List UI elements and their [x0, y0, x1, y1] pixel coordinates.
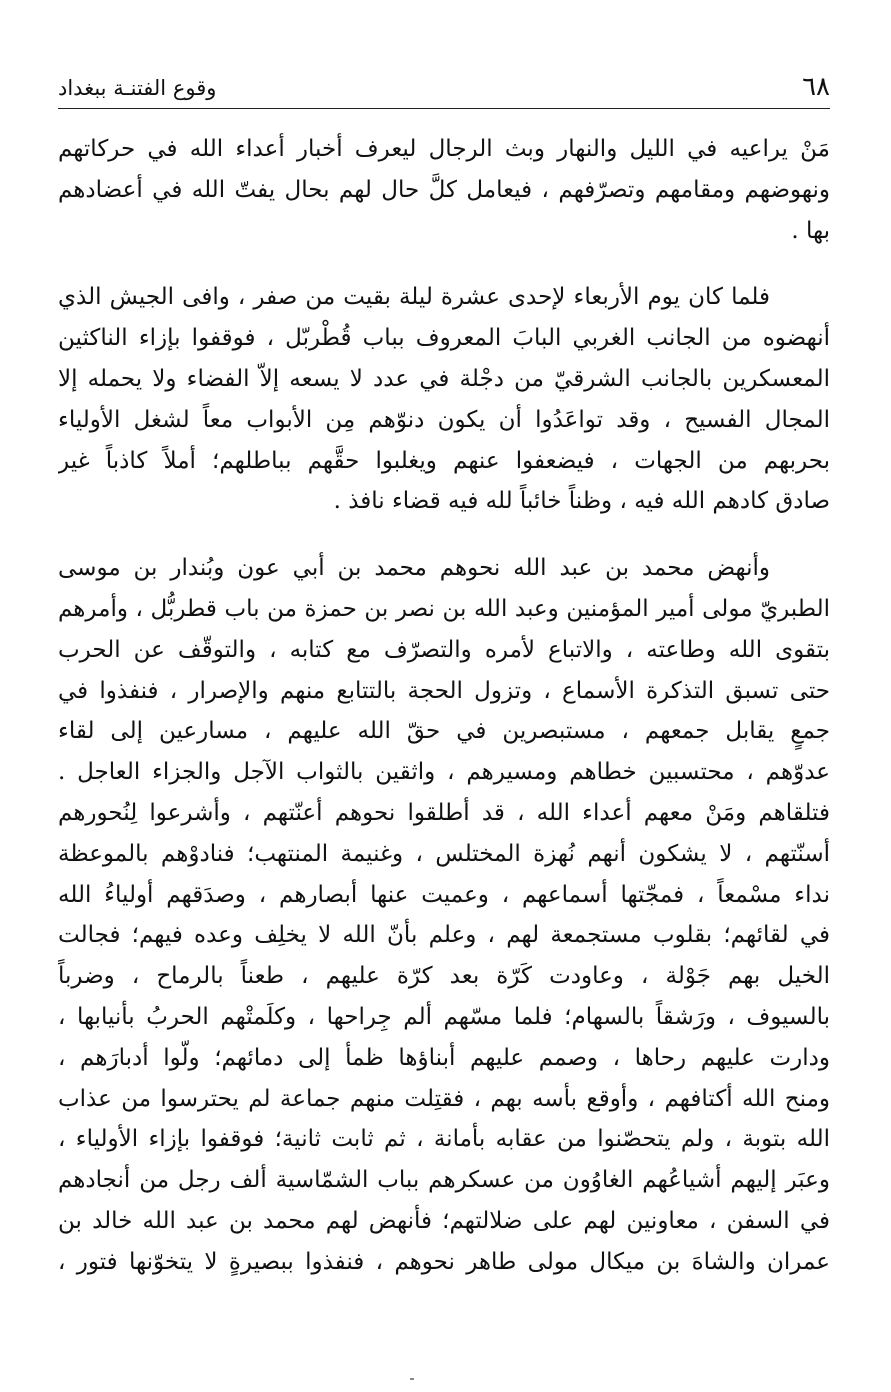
text-line: جمعٍ يقابل جمعهم ، مستبصرين في حقّ الله عليهم ، مسارعين إلى لقاء: [58, 718, 830, 745]
body-text: [58, 129, 830, 1283]
text-line: ودارت عليهم رحاها ، وصمم عليهم أبناؤها ظمأ إلى دمائهم؛ ولّوا أدبارَهم ،: [58, 1044, 830, 1071]
paragraph: [58, 548, 830, 1282]
text-line: بحربهم من الجهات ، فيضعفوا عنهم ويغلبوا حقَّهم بباطلهم؛ أملاً كاذباً غير: [58, 447, 830, 474]
text-line: فلما كان يوم الأربعاء لإحدى عشرة ليلة بقيت من صفر ، وافى الجيش الذي: [58, 284, 770, 311]
text-line: نداء مسْمعاً ، فمجّتها أسماعهم ، وعميت عنها أبصارهم ، وصدَقهم أولياءُ الله: [58, 881, 830, 908]
text-line: بها .: [791, 217, 830, 244]
text-line: وأنهض محمد بن عبد الله نحوهم محمد بن أبي عون وبُندار بن موسى: [58, 555, 770, 582]
text-line: في السفن ، معاونين لهم على ضلالتهم؛ فأنهض لهم محمد بن عبد الله خالد بن: [58, 1207, 830, 1234]
book-page: [58, 68, 830, 1328]
text-line: المعسكرين بالجانب الشرقيّ من دجْلة في عدد لا يسعه إلاّ الفضاء ولا يحمله إلا: [58, 365, 830, 392]
text-line: صادق كادهم الله فيه ، وظناً خائباً لله فيه قضاء نافذ .: [333, 488, 830, 515]
text-line: فتلقاهم ومَنْ معهم أعداء الله ، قد أطلقوا نحوهم أعنّتهم ، وأشرعوا لِنُحورهم: [58, 799, 830, 826]
running-title: وقوع الفتنـة ببغداد: [58, 76, 217, 100]
page-number: ٦٨: [802, 72, 830, 102]
text-line: الخيل بهم جَوْلة ، وعاودت كَرّة بعد كرّة عليهم ، طعناً بالرماح ، وضرباً: [58, 963, 830, 990]
text-line: حتى تسبق التذكرة الأسماع ، وتزول الحجة بالتتابع منهم والإصرار ، فنفذوا في: [58, 677, 830, 704]
text-line: أنهضوه من الجانب الغربي البابَ المعروف بباب قُطْربّل ، فوقفوا بإزاء الناكثين: [58, 325, 830, 352]
text-line: بالسيوف ، ورَشقاً بالسهام؛ فلما مسّهم ألم جِراحها ، وكلَمتْهم الحربُ بأنيابها ،: [58, 1003, 830, 1030]
page-speck: [410, 1378, 414, 1380]
text-line: في لقائهم؛ بقلوب مستجمعة لهم ، وعلم بأنّ الله لا يخلِف وعده فيهم؛ فجالت: [58, 922, 830, 949]
text-line: المجال الفسيح ، وقد تواعَدُوا أن يكون دنوّهم مِن الأبواب معاً لشغل الأولياء: [58, 406, 830, 433]
text-line: عمران والشاهَ بن ميكال مولى طاهر نحوهم ، فنفذوا ببصيرةٍ لا يتخوّنها فتور ،: [58, 1248, 830, 1275]
text-line: مَنْ يراعيه في الليل والنهار وبث الرجال ليعرف أخبار أعداء الله في حركاتهم: [58, 136, 830, 162]
text-line: الطبريّ مولى أمير المؤمنين وعبد الله بن نصر بن حمزة من باب قطربُّل ، وأمرهم: [58, 595, 830, 622]
running-header: [58, 68, 830, 109]
text-line: بتقوى الله وطاعته ، والاتباع لأمره والتصرّف مع كتابه ، والتوقّف عن الحرب: [58, 636, 830, 663]
text-line: ومنح الله أكتافهم ، وأوقع بأسه بهم ، فقتِلت منهم جماعة لم يحترسوا من عذاب: [58, 1085, 830, 1112]
text-line: وعبَر إليهم أشياعُهم الغاوُون من عسكرهم بباب الشمّاسية ألف رجل من أنجادهم: [58, 1167, 830, 1194]
paragraph: [58, 277, 830, 522]
text-line: عدوّهم ، محتسبين خطاهم ومسيرهم ، واثقين بالثواب الآجل والجزاء العاجل .: [58, 759, 830, 786]
paragraph: [58, 129, 830, 251]
text-line: أسنّتهم ، لا يشكون أنهم نُهزة المختلس ، وغنيمة المنتهب؛ فنادوْهم بالموعظة: [58, 840, 830, 867]
text-line: الله بتوبة ، ولم يتحصّنوا من عقابه بأمانة ، ثم ثابت ثانية؛ فوقفوا بإزاء الأولياء ،: [58, 1126, 830, 1153]
text-line: ونهوضهم ومقامهم وتصرّفهم ، فيعامل كلَّ حال لهم بحال يفتّ الله في أعضادهم: [58, 176, 830, 203]
